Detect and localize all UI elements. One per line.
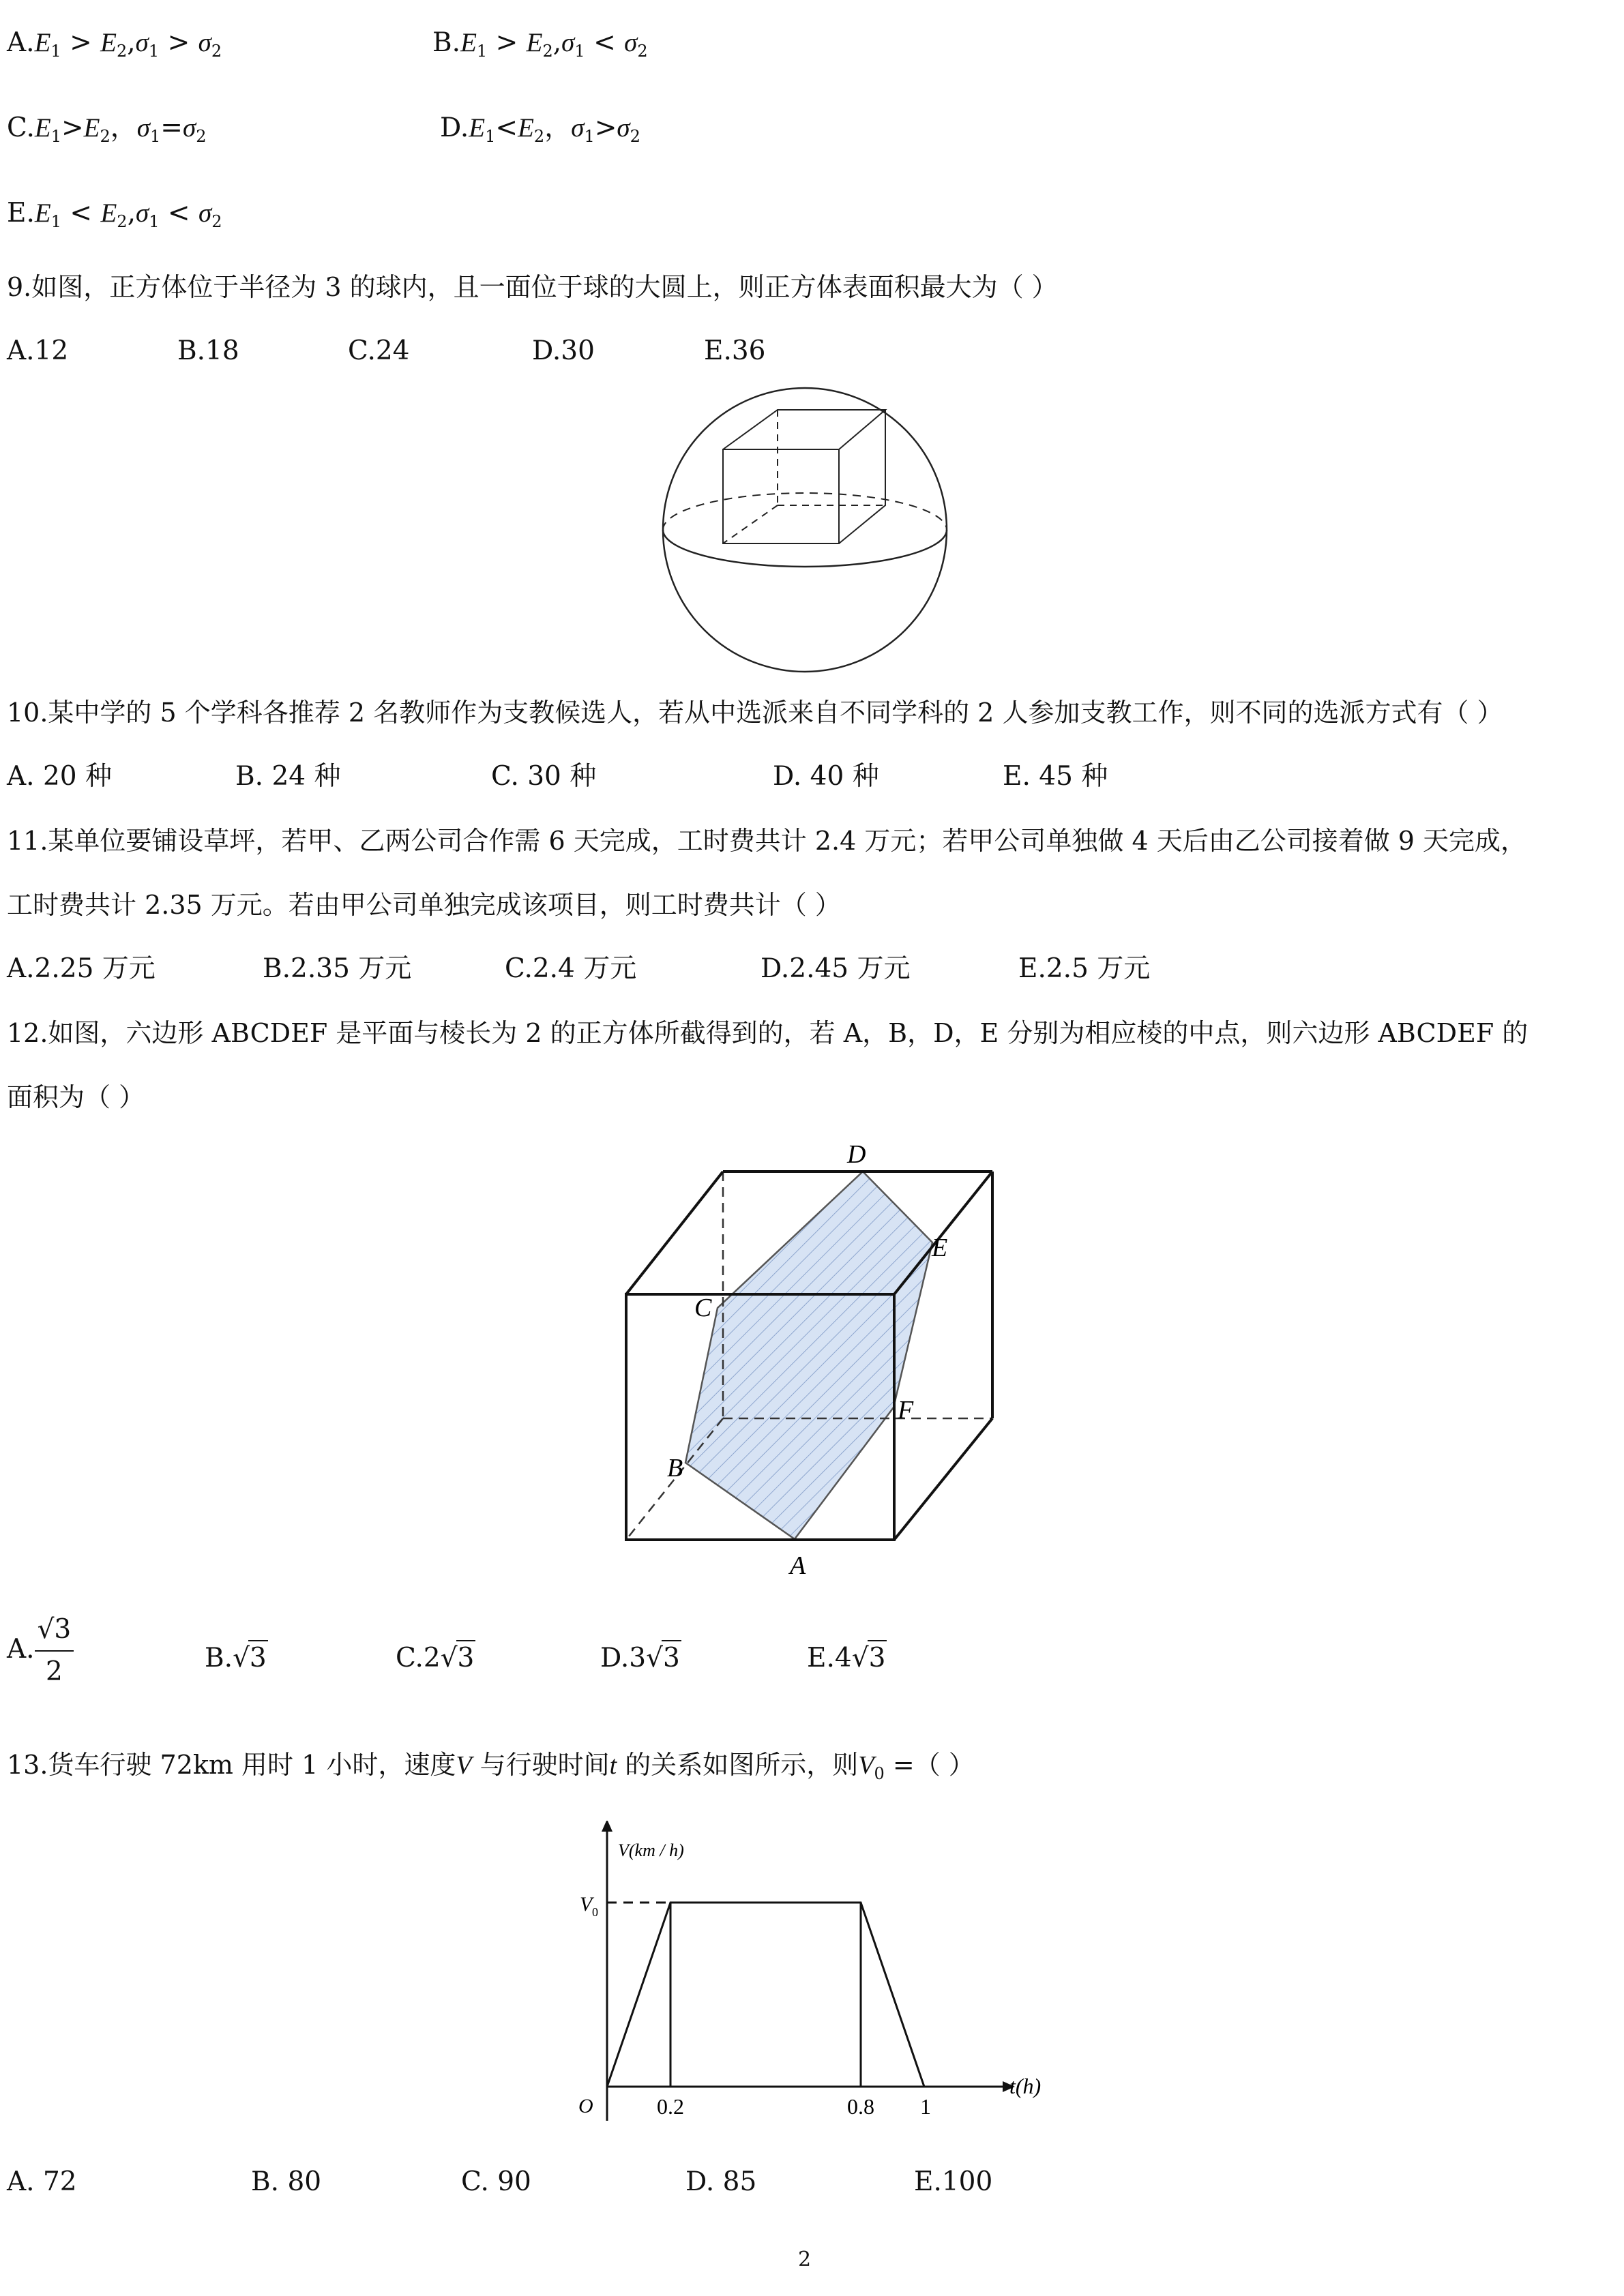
q11-option-c: C.2.4 万元 [505,953,637,984]
q13-option-a: A. 72 [7,2166,77,2197]
y-tick-label-v0-subscript: 0 [592,1905,598,1919]
page-number: 2 [798,2248,812,2271]
q13-option-c: C. 90 [461,2166,531,2197]
q8-option-a: $A.E_1 > E_2,\sigma_1 > \sigma_2$ [7,27,222,61]
q10-option-a: A. 20 种 [7,761,112,792]
label-a: A [790,1551,806,1580]
q9-option-d: D.30 [532,336,595,366]
q8-option-e: $E.E_1 < E_2,\sigma_1 < \sigma_2$ [7,198,222,231]
q11-stem-line1: 11.某单位要铺设草坪，若甲、乙两公司合作需 6 天完成，工时费共计 2.4 万元；若甲公司单独做 4 天后由乙公司接着做 9 天完成， [7,826,1527,856]
x-tick-label: 0.2 [657,2094,684,2119]
q8-option-b: $B.E_1 > E_2,\sigma_1 < \sigma_2$ [432,27,648,61]
q12-stem-line2: 面积为（ ） [7,1082,145,1112]
great-circle-front [663,530,947,567]
q13-option-d: D. 85 [685,2166,757,2197]
q11-stem-line2: 工时费共计 2.35 万元。若由甲公司单独完成该项目，则工时费共计（ ） [7,890,841,920]
q12-option-b: B.√3 [205,1640,268,1675]
inscribed-cube [723,410,885,543]
origin-label: O [578,2095,593,2117]
q9-stem: 9.如图，正方体位于半径为 3 的球内，且一面位于球的大圆上，则正方体表面积最大为（ ） [7,272,1058,302]
q10-option-d: D. 40 种 [773,761,879,792]
q9-option-b: B.18 [177,336,239,366]
q10-stem: 10.某中学的 5 个学科各推荐 2 名教师作为支教候选人，若从中选派来自不同学科的 2 人参加支教工作，则不同的选派方式有（ ） [7,698,1503,728]
label-c: C [694,1294,712,1322]
q8-option-d: $D.E_1<E_2$，$\sigma_1>\sigma_2$ [440,113,640,146]
chart-axes [607,1829,1003,2121]
q9-option-e: E.36 [704,336,766,366]
q13-option-e: E.100 [914,2166,993,2197]
q8-option-c: $C.E_1>E_2$，$\sigma_1=\sigma_2$ [7,113,207,146]
x-axis-label: t(h) [1009,2074,1042,2098]
q10-option-c: C. 30 种 [491,761,597,792]
q11-option-b: B.2.35 万元 [263,953,412,984]
label-d: D [847,1140,866,1169]
label-b: B [667,1454,683,1482]
q10-option-e: E. 45 种 [1003,761,1108,792]
q11-option-d: D.2.45 万元 [761,953,911,984]
label-f: F [898,1396,914,1425]
q12-option-a: A. $\frac{√3}{2}$ [7,1609,74,1693]
great-circle-back [663,493,947,530]
q13-option-b: B. 80 [251,2166,322,2197]
q11-option-e: E.2.5 万元 [1018,953,1151,984]
q13-stem: 13.货车行驶 72km 用时 1 小时，速度V 与行驶时间t 的关系如图所示，则$V_0$ =（ ） [7,1750,975,1783]
q11-option-a: A.2.25 万元 [7,953,156,984]
q10-option-b: B. 24 种 [235,761,341,792]
q9-option-a: A.12 [7,336,69,366]
velocity-series-line [607,1903,924,2087]
sphere-outline [663,388,947,672]
q12-stem-line1: 12.如图，六边形 ABCDEF 是平面与棱长为 2 的正方体所截得到的，若 A，B，D，E 分别为相应棱的中点，则六边形 ABCDEF 的 [7,1018,1529,1048]
y-tick-label-v0: V [580,1893,593,1915]
x-tick-label: 1 [920,2094,931,2119]
q12-option-d: D.3√3 [600,1640,681,1675]
q12-option-c: C.2√3 [396,1640,475,1675]
y-axis-label: V(km / h) [618,1840,684,1860]
cube-hexagon-figure [607,1132,1044,1582]
x-tick-label: 0.8 [847,2094,874,2119]
q12-option-e: E.4√3 [807,1640,887,1675]
y-axis-arrow [602,1821,612,1832]
q9-option-c: C.24 [348,336,410,366]
sphere-cube-figure [662,385,948,679]
label-e: E [932,1234,948,1262]
velocity-time-chart [559,1821,1064,2134]
